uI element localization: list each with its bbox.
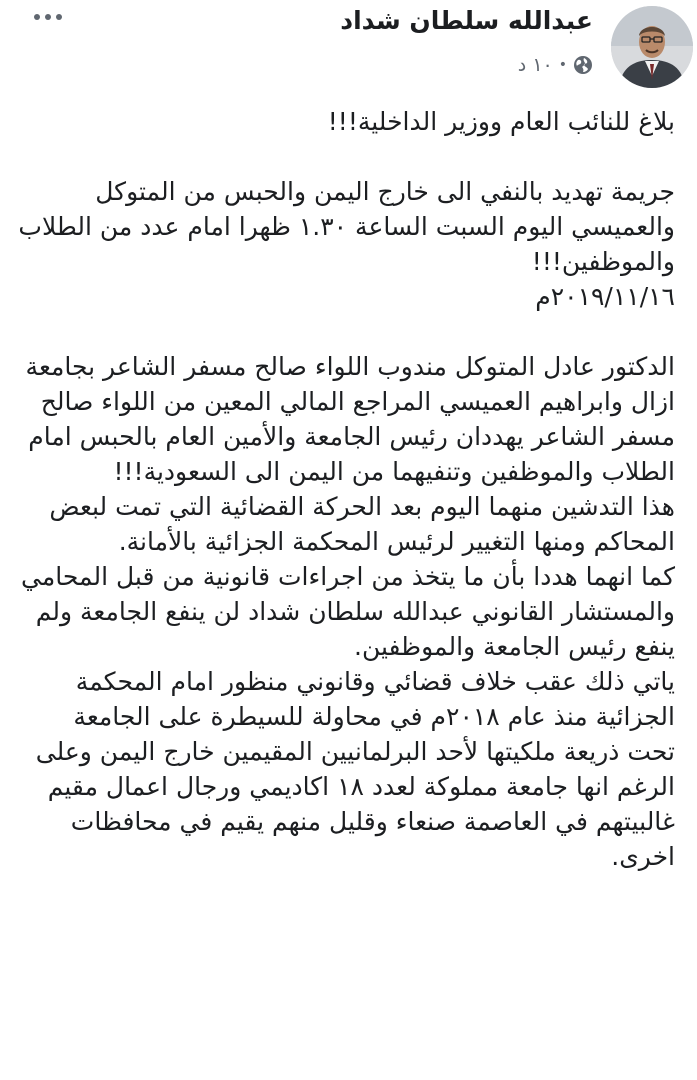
globe-icon[interactable] [573, 55, 593, 75]
meta-separator: • [558, 57, 567, 73]
post-meta [518, 54, 593, 76]
post-paragraph: ياتي ذلك عقب خلاف قضائي وقانوني منظور امام المحكمة الجزائية منذ عام ٢٠١٨م في محاولة للسيطرة على الجامعة تحت ذريعة ملكيتها لأحد البرلمانيين المقيمين خارج اليمن وعلى الرغم انها جامعة مملوكة لعدد ١٨ اكاديمي ورجال اعمال مقيم غالبيتهم في العاصمة صنعاء وقليل منهم يقيم في محافظات اخرى. [35, 667, 675, 871]
more-dots-icon [34, 14, 40, 20]
post-paragraph: هذا التدشين منهما اليوم بعد الحركة القضائية التي تمت لبعض المحاكم ومنها التغيير لرئيس المحكمة الجزائية بالأمانة. [49, 492, 675, 556]
more-dots-icon [45, 14, 51, 20]
post-header [0, 0, 697, 100]
post-date-line: ٢٠١٩/١١/١٦م [535, 282, 675, 311]
post-paragraph: كما انهما هددا بأن ما يتخذ من اجراءات قانونية من قبل المحامي والمستشار القانوني عبدالله سلطان شداد لن ينفع الجامعة ولم ينفع رئيس الجامعة والموظفين. [21, 562, 675, 661]
post-body [18, 104, 675, 874]
avatar[interactable] [611, 6, 693, 88]
post-paragraph: جريمة تهديد بالنفي الى خارج اليمن والحبس من المتوكل والعميسي اليوم السبت الساعة ١.٣٠ ظهرا امام عدد من الطلاب والموظفين!!! [18, 177, 675, 276]
paragraph-spacer [18, 139, 675, 174]
post-timestamp[interactable]: ١٠ د [517, 54, 553, 76]
paragraph-spacer [18, 314, 675, 349]
more-options-button[interactable] [30, 8, 66, 26]
more-dots-icon [56, 14, 62, 20]
post-paragraph: الدكتور عادل المتوكل مندوب اللواء صالح مسفر الشاعر بجامعة ازال وابراهيم العميسي المراجع المالي المعين من اللواء صالح مسفر الشاعر يهددان رئيس الجامعة والأمين العام بالحبس امام الطلاب والموظفين وتنفيهما من اليمن الى السعودية!!! [25, 352, 675, 486]
avatar-photo [611, 6, 693, 88]
post-paragraph: بلاغ للنائب العام ووزير الداخلية!!! [327, 107, 675, 136]
author-name[interactable]: عبدالله سلطان شداد [340, 6, 593, 35]
